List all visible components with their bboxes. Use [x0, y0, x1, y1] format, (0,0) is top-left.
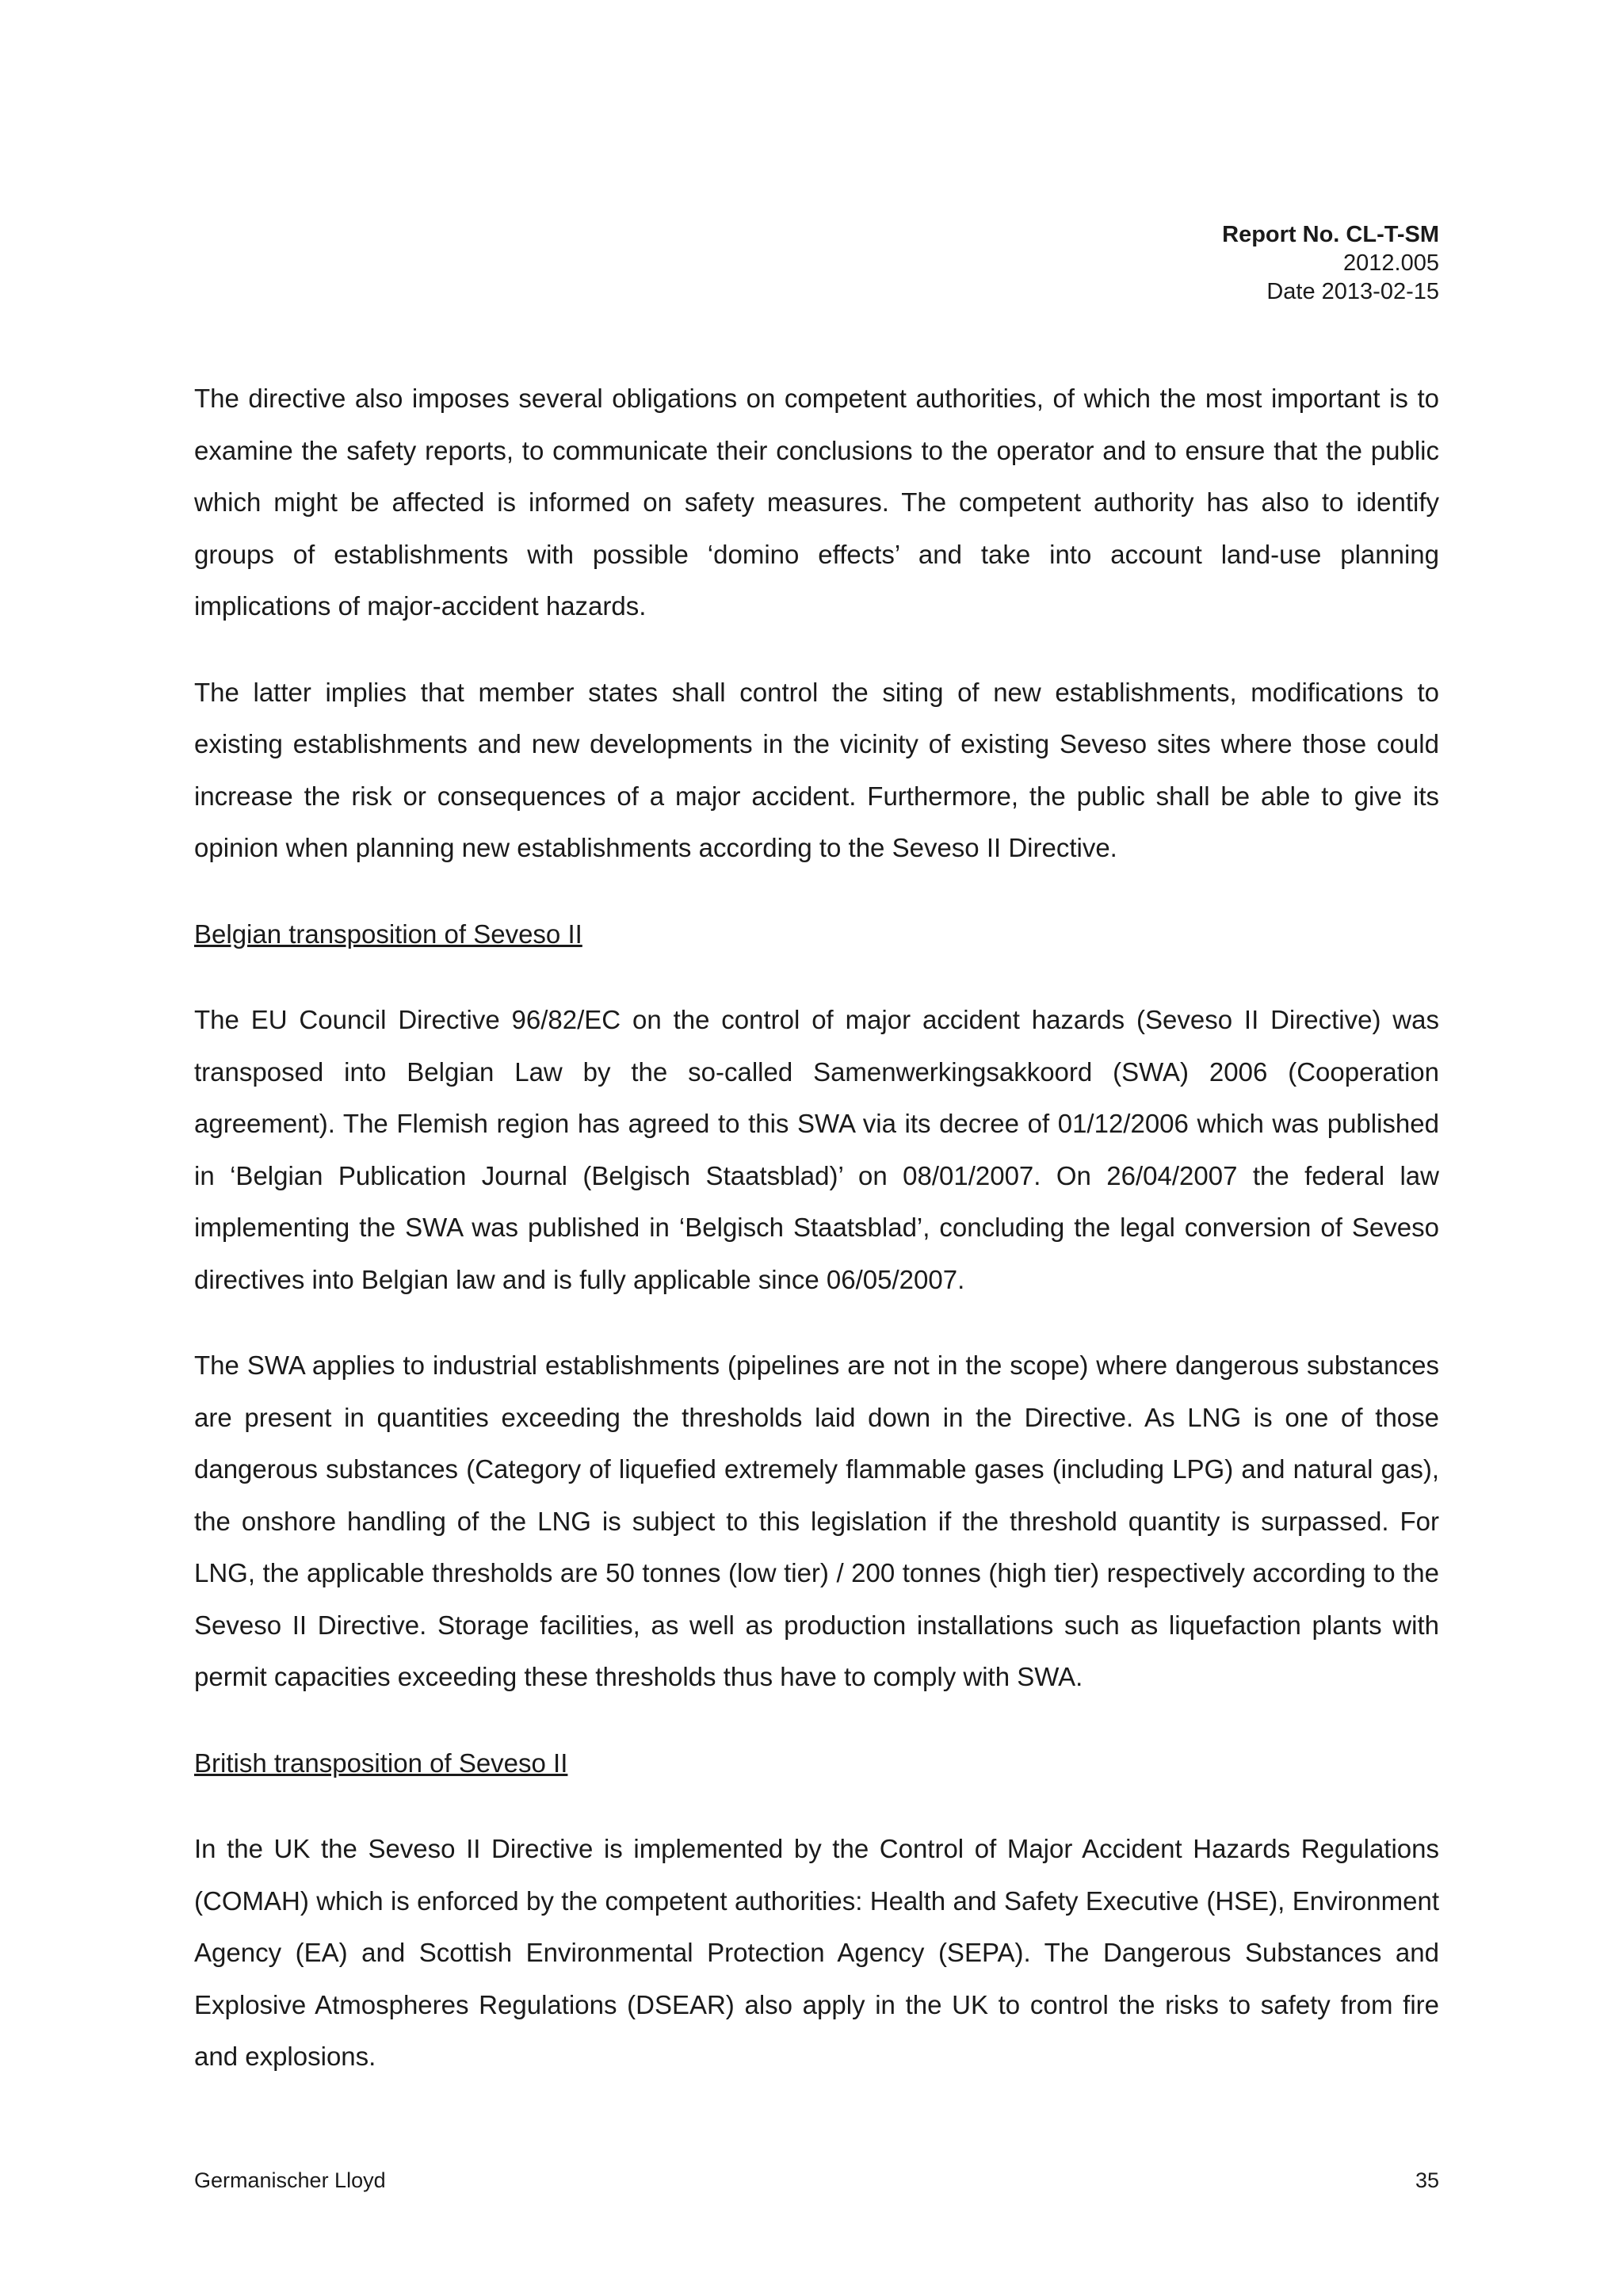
report-date: Date 2013-02-15 [1266, 279, 1439, 304]
heading-british-transposition: British transposition of Seveso II [194, 1748, 568, 1778]
paragraph-competent-authorities: The directive also imposes several obligations on competent authorities, of which the most important is to examine the safety reports, to communicate their conclusions to the operator and to ensure that the public which might be affected is informed on safety measures. The competent authority has also to identify groups of establishments with possible ‘domino effects’ and take into account land-use planning implications of major-accident hazards. [194, 384, 1439, 621]
footer-company: Germanischer Lloyd [194, 2168, 386, 2192]
paragraph-uk-comah: In the UK the Seveso II Directive is implemented by the Control of Major Accident Hazards Regulations (COMAH) which is enforced by the competent authorities: Health and Safety Executive (HSE), Environment Agency (EA) and Scottish Environmental Protection Agency (SEPA). The Dangerous Substances and Explosive Atmospheres Regulations (DSEAR) also apply in the UK to control the risks to safety from fire and explosions. [194, 1834, 1439, 2071]
page-footer [194, 2167, 1439, 2194]
paragraph-land-use-planning: The latter implies that member states shall control the siting of new establishments, modifications to existing establishments and new developments in the vicinity of existing Seveso sites where those could increase the risk or consequences of a major accident. Furthermore, the public shall be able to give its opinion when planning new establishments according to the Seveso II Directive. [194, 677, 1439, 862]
paragraph-belgian-law: The EU Council Directive 96/82/EC on the control of major accident hazards (Seveso II Directive) was transposed into Belgian Law by the so-called Samenwerkingsakkoord (SWA) 2006 (Cooperation agreement). The Flemish region has agreed to this SWA via its decree of 01/12/2006 which was published in ‘Belgian Publication Journal (Belgisch Staatsblad)’ on 08/01/2007. On 26/04/2007 the federal law implementing the SWA was published in ‘Belgisch Staatsblad’, concluding the legal conversion of Seveso directives into Belgian law and is fully applicable since 06/05/2007. [194, 1005, 1439, 1294]
report-number: 2012.005 [1343, 250, 1439, 276]
report-no: Report No. CL-T-SM [1222, 222, 1439, 247]
page-number: 35 [1415, 2168, 1439, 2192]
paragraph-swa-scope: The SWA applies to industrial establishments (pipelines are not in the scope) where dangerous substances are present in quantities exceeding the thresholds laid down in the Directive. As LNG is one of those dangerous substances (Category of liquefied extremely flammable gases (including LPG) and natural gas), the onshore handling of the LNG is subject to this legislation if the threshold quantity is surpassed. For LNG, the applicable thresholds are 50 tonnes (low tier) / 200 tonnes (high tier) respectively according to the Seveso II Directive. Storage facilities, as well as production installations such as liquefaction plants with permit capacities exceeding these thresholds thus have to comply with SWA. [194, 1350, 1439, 1691]
document-body [194, 372, 1439, 2117]
report-header [1222, 220, 1439, 306]
heading-belgian-transposition: Belgian transposition of Seveso II [194, 919, 582, 949]
